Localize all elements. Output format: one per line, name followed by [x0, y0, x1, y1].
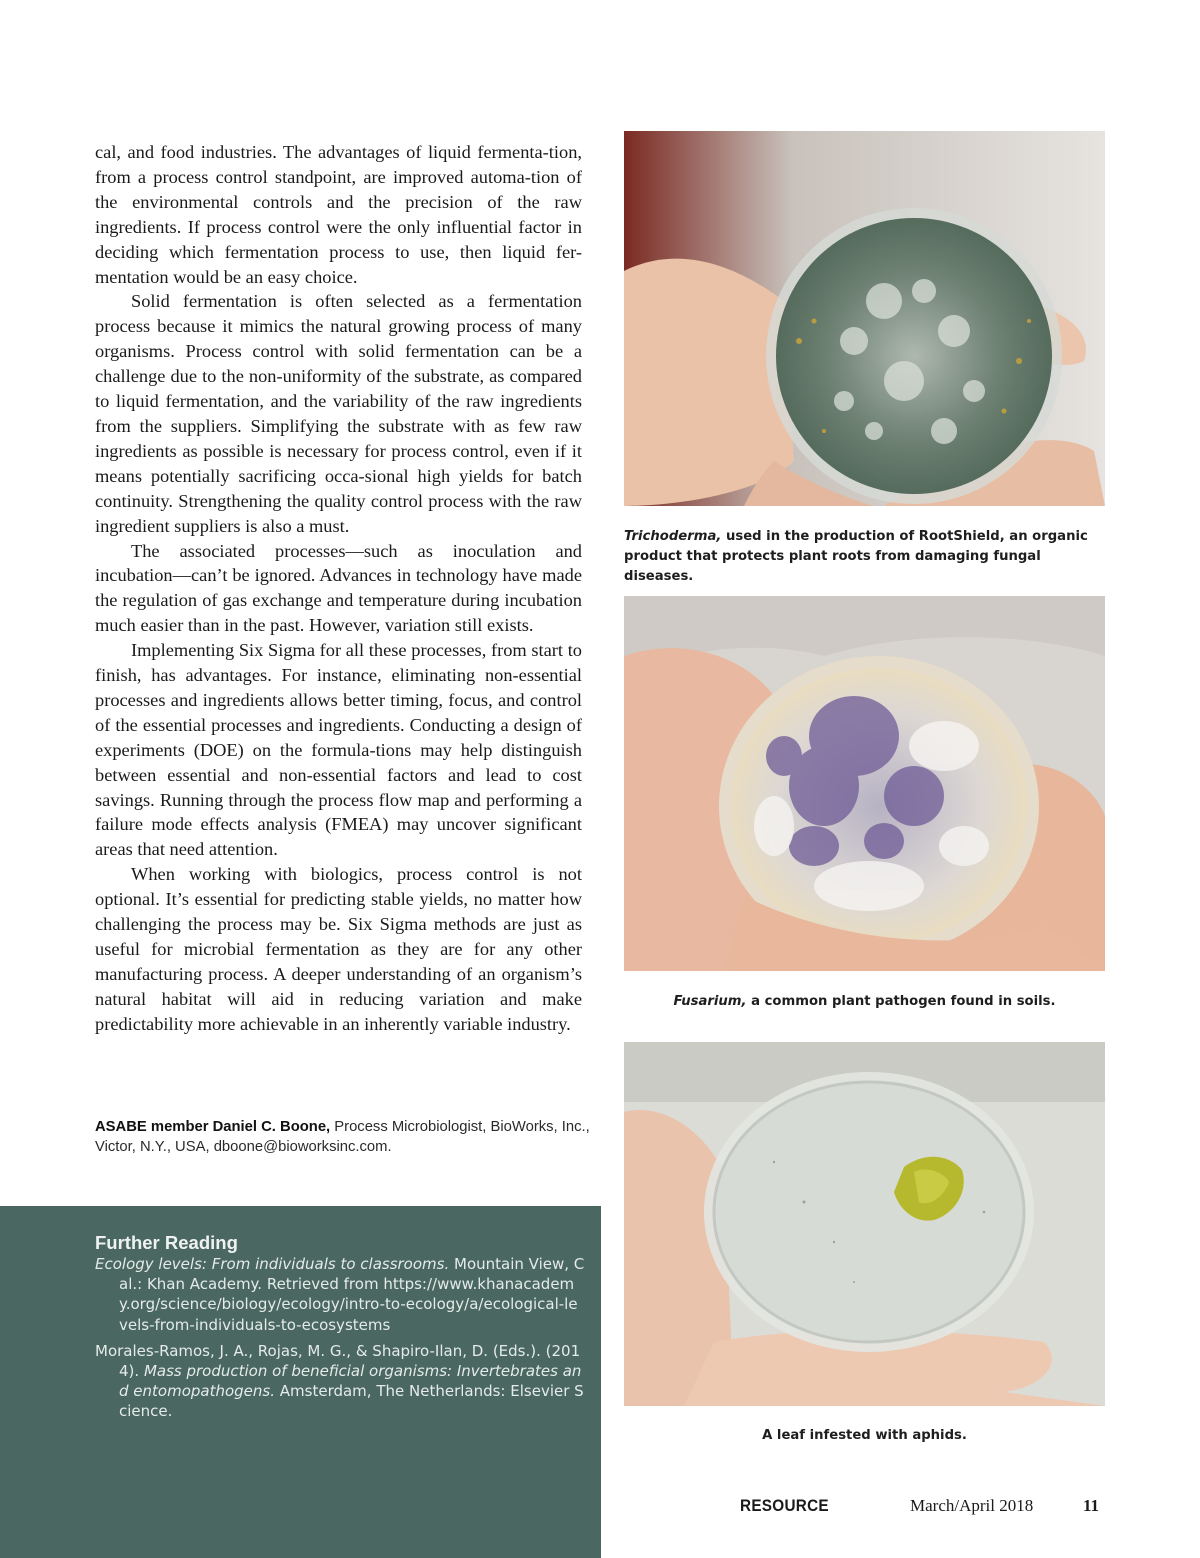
page-footer — [740, 1496, 1110, 1520]
article-paragraph: When working with biologics, process control is not optional. It’s essential for predicting stable yields, no matter how challenging the process may be. Six Sigma methods are just as useful for microbial fermentation as they are for any other manufacturing process. A deeper understanding of an organism’s natural habitat will aid in reducing variation and make predictability more achievable in an inherently variable industry. — [95, 864, 582, 1034]
further-reading-box — [0, 1206, 601, 1558]
caption-text: used in the production of RootShield, an organic product that protects plant roots from damaging fungal diseases. — [624, 529, 1088, 584]
issue-date: March/April 2018 — [910, 1496, 1034, 1515]
author-byline — [95, 1117, 595, 1157]
reference-text: Mountain View, Cal.: Khan Academy. Retrieved from https://www.khanacademy.org/science/biology/ecology/intro-to-ecology/a/ecological-levels-from-individuals-to-ecosystems — [119, 1255, 585, 1334]
trichoderma-photo — [624, 131, 1105, 506]
reference-list — [95, 1254, 585, 1428]
leaf-photo — [624, 1042, 1105, 1406]
article-paragraph: The associated processes—such as inoculation and incubation—can’t be ignored. Advances in technology have made the regulation of gas exchange and temperature during incubation much easier than in the past. However, variation still exists. — [95, 540, 582, 636]
reference-item — [95, 1254, 585, 1335]
article-paragraph: Solid fermentation is often selected as a fermentation process because it mimics the natural growing process of many organisms. Process control with solid fermentation can be a challenge due to the non-uniformity of the substrate, as compared to liquid fermentation, and the variability of the raw ingredients from the suppliers. Simplifying the substrate with as few raw ingredients as possible is necessary for process control, even if it means potentially sacrificing occa-sional high yields for batch continuity. Strengthening the quality control process with the raw ingredient suppliers is also a must. — [95, 291, 582, 536]
reference-title: Ecology levels: From individuals to classrooms. — [95, 1255, 450, 1273]
trichoderma-caption — [624, 527, 1105, 587]
leaf-caption: A leaf infested with aphids. — [762, 1428, 967, 1443]
author-name: ASABE member Daniel C. Boone, — [95, 1119, 331, 1135]
caption-species: Trichoderma, — [624, 529, 722, 544]
fusarium-caption — [624, 992, 1105, 1012]
reference-item — [95, 1341, 585, 1422]
reference-title: Mass production of beneficial organisms: Invertebrates and entomopathogens. — [119, 1362, 582, 1401]
reference-text: Amsterdam, The Netherlands: Elsevier Science. — [119, 1382, 584, 1421]
author-details: Process Microbiologist, BioWorks, Inc., Victor, N.Y., USA, dboone@bioworksinc.com. — [95, 1119, 590, 1155]
article-body — [95, 140, 582, 1037]
caption-text: a common plant pathogen found in soils. — [746, 994, 1056, 1009]
reference-authors: Morales-Ramos, J. A., Rojas, M. G., & Shapiro-Ilan, D. (Eds.). (2014). — [95, 1341, 581, 1381]
caption-species: Fusarium, — [673, 994, 747, 1009]
publication-name: RESOURCE — [740, 1496, 829, 1515]
fusarium-photo — [624, 596, 1105, 971]
further-reading-heading: Further Reading — [95, 1232, 238, 1253]
page-number: 11 — [1083, 1496, 1100, 1515]
article-paragraph: cal, and food industries. The advantages of liquid fermenta-tion, from a process control standpoint, are improved automa-tion of the environmental controls and the precision of the raw ingredients. If process control were the only influential factor in deciding which fermentation process to use, then liquid fer-mentation would be an easy choice. — [95, 142, 582, 287]
article-paragraph: Implementing Six Sigma for all these processes, from start to finish, has advantages. For instance, eliminating non-essential processes and ingredients allows better timing, focus, and control of the essential processes and ingredients. Conducting a design of experiments (DOE) on the formula-tions may help distinguish between essential and non-essential factors and lead to cost savings. Running through the process flow map and performing a failure mode effects analysis (FMEA) may uncover significant areas that need attention. — [95, 640, 582, 860]
